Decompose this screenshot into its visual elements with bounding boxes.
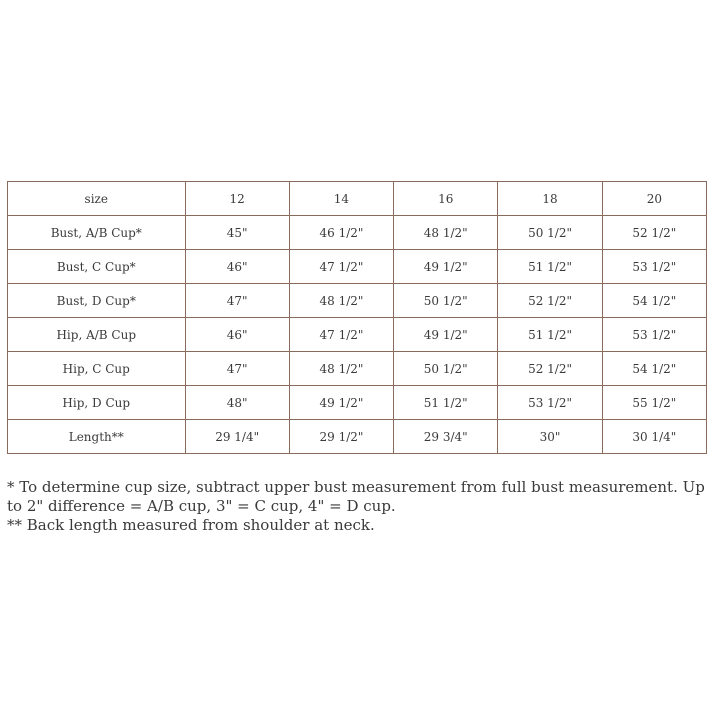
footnotes <box>7 478 712 535</box>
header-cell: size <box>8 182 186 216</box>
length-note: ** Back length measured from shoulder at neck. <box>7 516 375 534</box>
size-chart-table <box>7 181 707 454</box>
table-cell: 46" <box>185 318 289 352</box>
table-cell: 50 1/2" <box>394 284 498 318</box>
table-cell: 52 1/2" <box>498 284 602 318</box>
header-cell: 12 <box>185 182 289 216</box>
table-row <box>8 216 707 250</box>
cup-size-note: * To determine cup size, subtract upper bust measurement from full bust measurement. Up to 2" difference = A/B cup, 3" = C cup, 4" = D cup. <box>7 478 705 515</box>
table-cell: 46 1/2" <box>289 216 393 250</box>
table-cell: 47" <box>185 352 289 386</box>
table-cell: 48 1/2" <box>394 216 498 250</box>
table-cell: 50 1/2" <box>498 216 602 250</box>
size-chart-body <box>8 182 707 454</box>
table-cell: 29 1/4" <box>185 420 289 454</box>
table-cell: 52 1/2" <box>498 352 602 386</box>
table-cell: 50 1/2" <box>394 352 498 386</box>
header-cell: 18 <box>498 182 602 216</box>
table-cell: 30" <box>498 420 602 454</box>
table-row <box>8 284 707 318</box>
table-cell: 29 1/2" <box>289 420 393 454</box>
row-label: Hip, C Cup <box>8 352 186 386</box>
table-cell: 53 1/2" <box>498 386 602 420</box>
table-cell: 54 1/2" <box>602 284 706 318</box>
table-cell: 49 1/2" <box>394 318 498 352</box>
table-cell: 53 1/2" <box>602 318 706 352</box>
header-cell: 20 <box>602 182 706 216</box>
table-cell: 29 3/4" <box>394 420 498 454</box>
row-label: Bust, A/B Cup* <box>8 216 186 250</box>
table-cell: 54 1/2" <box>602 352 706 386</box>
table-row <box>8 250 707 284</box>
table-cell: 30 1/4" <box>602 420 706 454</box>
table-cell: 48 1/2" <box>289 352 393 386</box>
table-cell: 47 1/2" <box>289 250 393 284</box>
table-cell: 45" <box>185 216 289 250</box>
table-cell: 49 1/2" <box>394 250 498 284</box>
table-cell: 47" <box>185 284 289 318</box>
table-cell: 52 1/2" <box>602 216 706 250</box>
row-label: Hip, D Cup <box>8 386 186 420</box>
table-row <box>8 420 707 454</box>
table-row <box>8 386 707 420</box>
table-row <box>8 318 707 352</box>
header-cell: 14 <box>289 182 393 216</box>
row-label: Length** <box>8 420 186 454</box>
table-row <box>8 352 707 386</box>
table-cell: 47 1/2" <box>289 318 393 352</box>
table-cell: 51 1/2" <box>394 386 498 420</box>
row-label: Hip, A/B Cup <box>8 318 186 352</box>
table-cell: 55 1/2" <box>602 386 706 420</box>
table-cell: 46" <box>185 250 289 284</box>
header-row <box>8 182 707 216</box>
table-cell: 51 1/2" <box>498 250 602 284</box>
table-cell: 48 1/2" <box>289 284 393 318</box>
row-label: Bust, C Cup* <box>8 250 186 284</box>
row-label: Bust, D Cup* <box>8 284 186 318</box>
table-cell: 49 1/2" <box>289 386 393 420</box>
table-cell: 53 1/2" <box>602 250 706 284</box>
table-cell: 48" <box>185 386 289 420</box>
table-cell: 51 1/2" <box>498 318 602 352</box>
header-cell: 16 <box>394 182 498 216</box>
